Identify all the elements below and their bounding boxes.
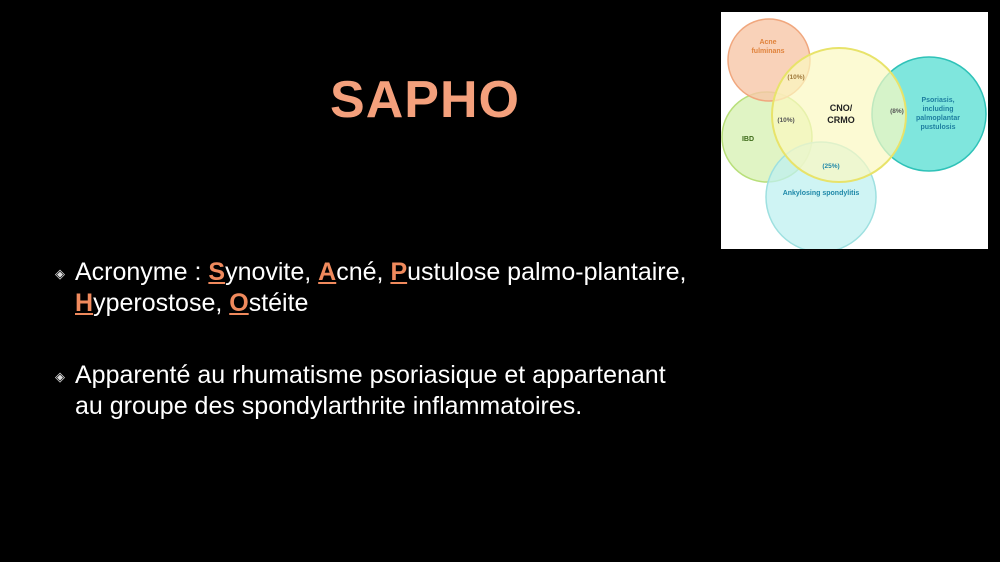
bullet-acronym (55, 257, 695, 319)
venn-pct-psoriasis: (8%) (890, 108, 904, 115)
acronym-letter-p: P (390, 258, 408, 286)
acronym-word-synovite: ynovite, (225, 258, 319, 286)
acronym-letter-s: S (208, 258, 226, 286)
venn-pct-acne: (10%) (787, 74, 805, 81)
venn-label-acne-2: fulminans (751, 48, 785, 55)
venn-label-as: Ankylosing spondylitis (782, 190, 860, 197)
venn-label-psoriasis-2: including (922, 106, 954, 113)
bullet-list (55, 257, 695, 463)
acronym-word-pustulose: ustulose palmo-plantaire, (407, 258, 687, 286)
venn-pct-ibd: (10%) (777, 117, 795, 124)
acronym-word-hyperostose: yperostose, (93, 289, 230, 317)
bullet-description (55, 360, 695, 422)
acronym-word-osteite: stéite (248, 289, 309, 317)
acronym-text (75, 257, 695, 319)
diamond-bullet-icon: ◈ (55, 266, 65, 281)
venn-svg (721, 12, 988, 249)
venn-label-center-1: CNO/ (829, 103, 853, 113)
venn-label-psoriasis-3: palmoplantar (916, 115, 960, 122)
venn-label-psoriasis-4: pustulosis (920, 124, 956, 131)
venn-diagram (721, 12, 988, 249)
venn-label-acne-1: Acne (759, 39, 777, 46)
venn-label-ibd: IBD (741, 136, 755, 143)
acronym-letter-h: H (75, 289, 94, 317)
acronym-word-acne: cné, (336, 258, 391, 286)
diamond-bullet-icon: ◈ (55, 369, 65, 384)
description-text: Apparenté au rhumatisme psoriasique et appartenant au groupe des spondylarthrite inflammatoires. (75, 361, 666, 420)
venn-label-center-2: CRMO (827, 115, 855, 125)
venn-pct-as: (25%) (822, 163, 840, 170)
venn-label-psoriasis-1: Psoriasis, (921, 97, 955, 104)
acronym-letter-a: A (318, 258, 337, 286)
acronym-letter-o: O (229, 289, 249, 317)
slide-title: SAPHO (330, 71, 520, 129)
acronym-prefix: Acronyme : (75, 258, 209, 286)
